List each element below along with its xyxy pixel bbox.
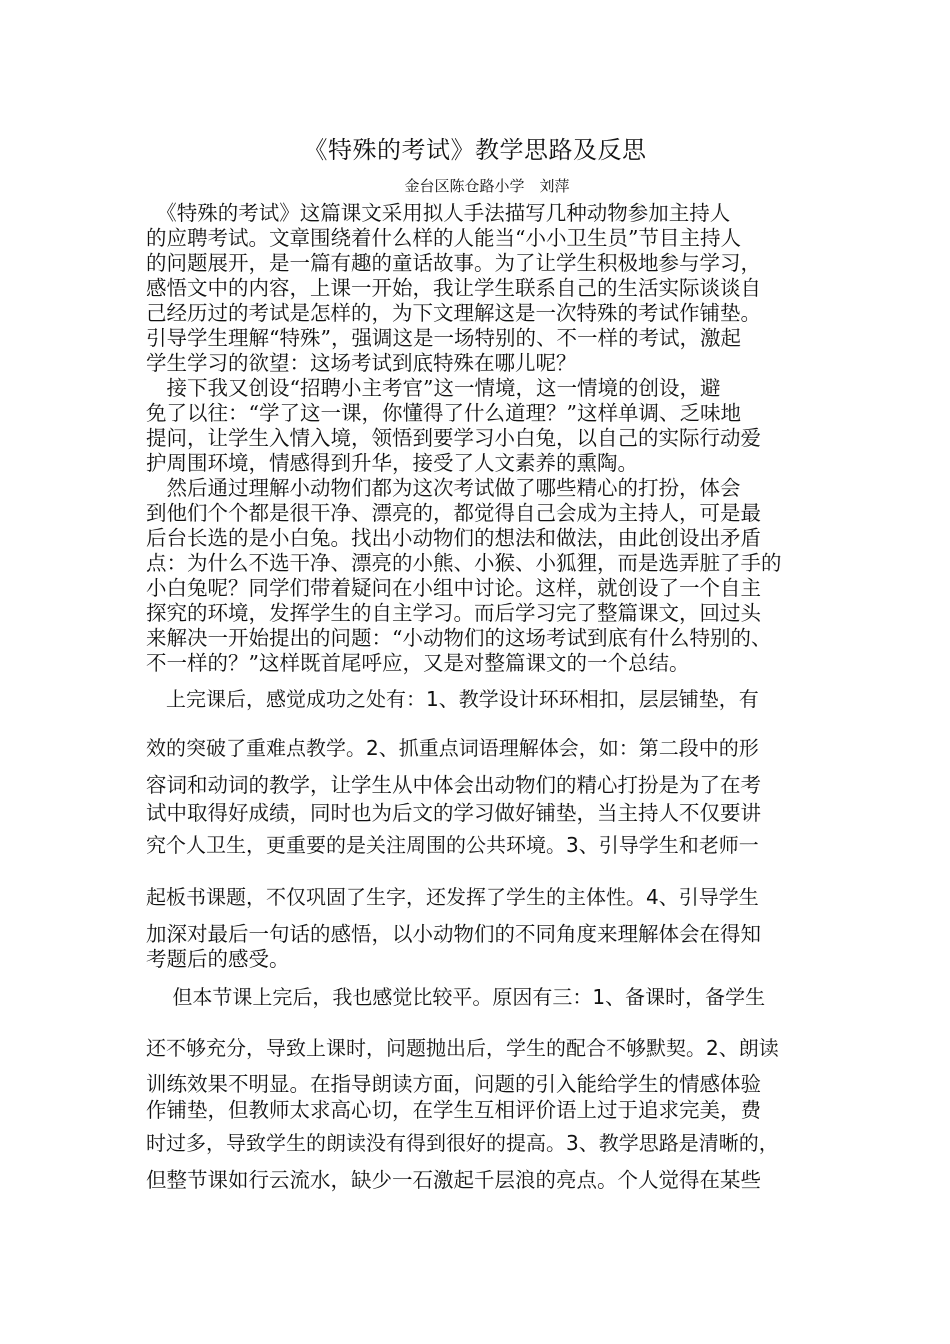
- text-line: 效的突破了重难点教学。2、抓重点词语理解体会，如：第二段中的形: [146, 736, 759, 760]
- text-line: 时过多，导致学生的朗读没有得到很好的提高。3、教学思路是清晰的，: [146, 1131, 779, 1155]
- text-line: 起板书课题，不仅巩固了生字，还发挥了学生的主体性。4、引导学生: [146, 885, 759, 909]
- text-line: 考题后的感受。: [146, 947, 290, 971]
- text-line: 来解决一开始提出的问题：“小动物们的这场考试到底有什么特别的、: [146, 626, 772, 650]
- text-line: 然后通过理解小动物们都为这次考试做了哪些精心的打扮，体会: [146, 476, 741, 500]
- text-line: 己经历过的考试是怎样的，为下文理解这是一次特殊的考试作铺垫。: [146, 301, 761, 325]
- text-line: 免了以往：“学了这一课，你懂得了什么道理？”这样单调、乏味地: [146, 401, 741, 425]
- text-line: 究个人卫生，更重要的是关注周围的公共环境。3、引导学生和老师一: [146, 833, 759, 857]
- text-line: 小白兔呢？同学们带着疑问在小组中讨论。这样，就创设了一个自主: [146, 576, 761, 600]
- text-line: 感悟文中的内容，上课一开始，我让学生联系自己的生活实际谈谈自: [146, 276, 761, 300]
- text-line: 试中取得好成绩，同时也为后文的学习做好铺垫，当主持人不仅要讲: [146, 801, 761, 825]
- text-line: 不一样的？”这样既首尾呼应，又是对整篇课文的一个总结。: [146, 651, 690, 675]
- text-line: 上完课后，感觉成功之处有：1、教学设计环环相扣，层层铺垫，有: [146, 687, 759, 711]
- text-line: 护周围环境，情感得到升华，接受了人文素养的熏陶。: [146, 451, 638, 475]
- text-line: 点：为什么不选干净、漂亮的小熊、小猴、小狐狸，而是选弄脏了手的: [146, 551, 782, 575]
- text-line: 接下我又创设“招聘小主考官”这一情境，这一情境的创设，避: [146, 376, 721, 400]
- text-line: 《特殊的考试》这篇课文采用拟人手法描写几种动物参加主持人: [146, 201, 731, 225]
- text-line: 容词和动词的教学，让学生从中体会出动物们的精心打扮是为了在考: [146, 773, 761, 797]
- text-line: 但整节课如行云流水，缺少一石激起千层浪的亮点。个人觉得在某些: [146, 1168, 761, 1192]
- text-line: 还不够充分，导致上课时，问题抛出后，学生的配合不够默契。2、朗读: [146, 1036, 779, 1060]
- text-line: 到他们个个都是很干净、漂亮的，都觉得自己会成为主持人，可是最: [146, 501, 761, 525]
- text-line: 学生学习的欲望：这场考试到底特殊在哪儿呢？: [146, 351, 577, 375]
- text-line: 引导学生理解“特殊”，强调这是一场特别的、不一样的考试，激起: [146, 326, 741, 350]
- text-line: 但本节课上完后，我也感觉比较平。原因有三：1、备课时，备学生: [146, 985, 766, 1009]
- text-line: 作铺垫，但教师太求高心切，在学生互相评价语上过于追求完美，费: [146, 1098, 761, 1122]
- text-line: 探究的环境，发挥学生的自主学习。而后学习完了整篇课文，回过头: [146, 601, 761, 625]
- document-author: 金台区陈仓路小学 刘萍: [404, 177, 570, 195]
- text-line: 后台长选的是小白兔。找出小动物们的想法和做法，由此创设出矛盾: [146, 526, 761, 550]
- text-line: 的应聘考试。文章围绕着什么样的人能当“小小卫生员”节目主持人: [146, 226, 741, 250]
- text-line: 加深对最后一句话的感悟，以小动物们的不同角度来理解体会在得知: [146, 922, 761, 946]
- document-title: 《特殊的考试》教学思路及反思: [303, 136, 647, 164]
- text-line: 的问题展开，是一篇有趣的童话故事。为了让学生积极地参与学习，: [146, 251, 761, 275]
- text-line: 训练效果不明显。在指导朗读方面，问题的引入能给学生的情感体验: [146, 1072, 761, 1096]
- text-line: 提问，让学生入情入境，领悟到要学习小白兔，以自己的实际行动爱: [146, 426, 761, 450]
